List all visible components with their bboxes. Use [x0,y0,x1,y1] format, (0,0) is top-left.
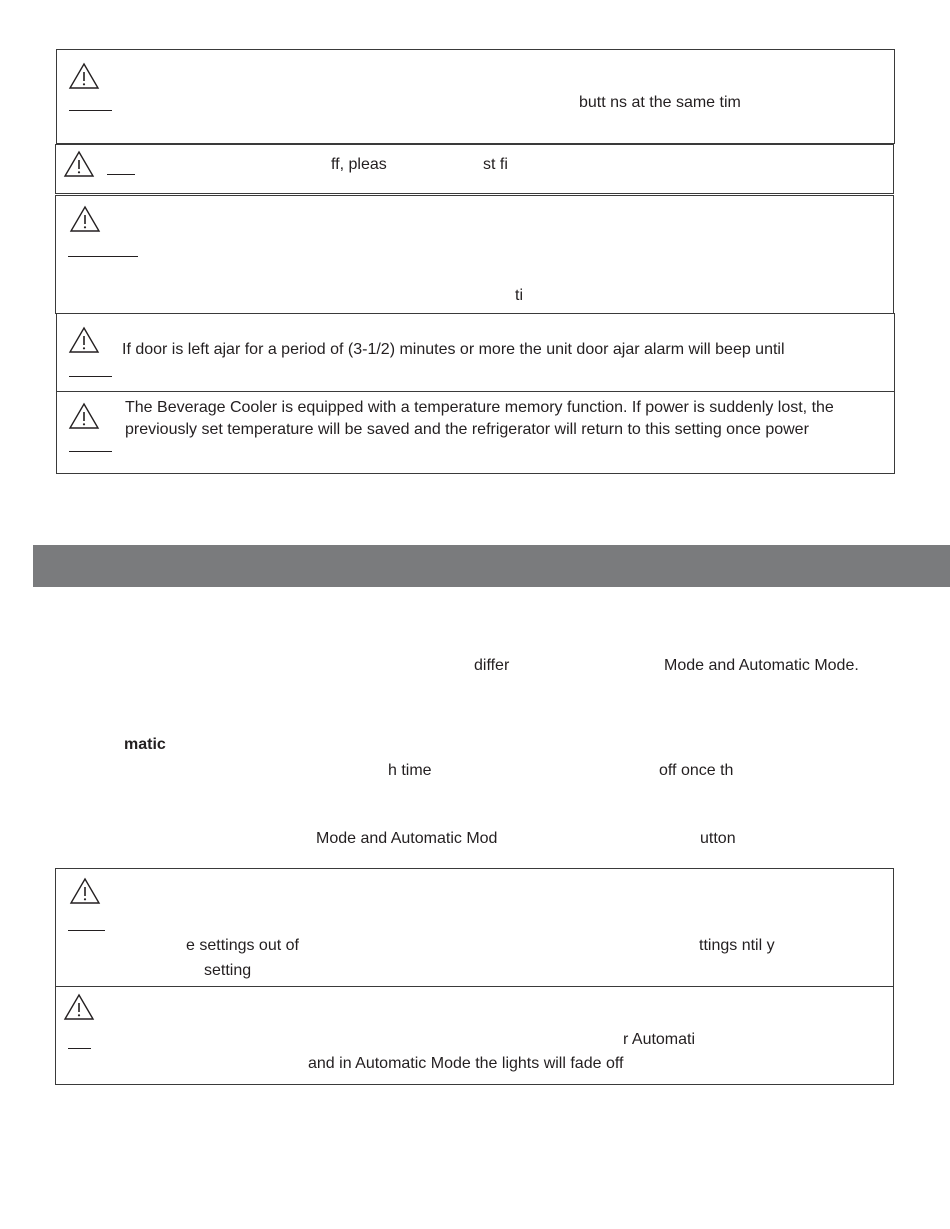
body-text: utton [700,830,736,847]
warning-icon [63,150,95,178]
warning-icon [69,205,101,233]
warning-icon [68,326,100,354]
note-text: ti [515,287,523,304]
body-text: Mode and Automatic Mode. [664,657,859,674]
note-text-b: and in Automatic Mode the lights will fade off [308,1055,624,1072]
warning-note-3 [55,195,894,314]
note-text-b: ttings ntil y [699,937,775,954]
note-text-a: r Automati [623,1031,696,1048]
warning-note-door-ajar [56,313,895,392]
note-underline [107,174,135,175]
note-text-line-2: previously set temperature will be saved and the refrigerator will return to this setting once power [125,421,809,438]
warning-icon [69,877,101,905]
body-text: off once th [659,762,734,779]
body-text: differ [474,657,510,674]
note-text: butt ns at the same tim [579,94,741,111]
warning-note-1 [56,49,895,144]
note-underline [68,256,138,257]
subheading: matic [124,736,166,753]
note-text: If door is left ajar for a period of (3-1/2) minutes or more the unit door ajar alarm will beep until [122,341,785,358]
note-text-b: st fi [483,156,508,173]
note-text-a: e settings out of [186,937,299,954]
section-header-bar [33,545,950,587]
warning-icon [68,62,100,90]
warning-note-lights [55,986,894,1085]
warning-note-2 [55,144,894,194]
note-underline [69,376,112,377]
note-text-line-1: The Beverage Cooler is equipped with a temperature memory function. If power is suddenly lost, the [125,399,834,416]
warning-note-settings [55,868,894,987]
warning-icon [68,402,100,430]
note-underline [68,1048,91,1049]
note-underline [69,451,112,452]
note-text-c: setting [204,962,252,979]
warning-note-memory [56,391,895,474]
note-text-a: ff, pleas [331,156,387,173]
warning-icon [63,993,95,1021]
note-underline [69,110,112,111]
body-text: h time [388,762,432,779]
body-text: Mode and Automatic Mod [316,830,498,847]
note-underline [68,930,105,931]
